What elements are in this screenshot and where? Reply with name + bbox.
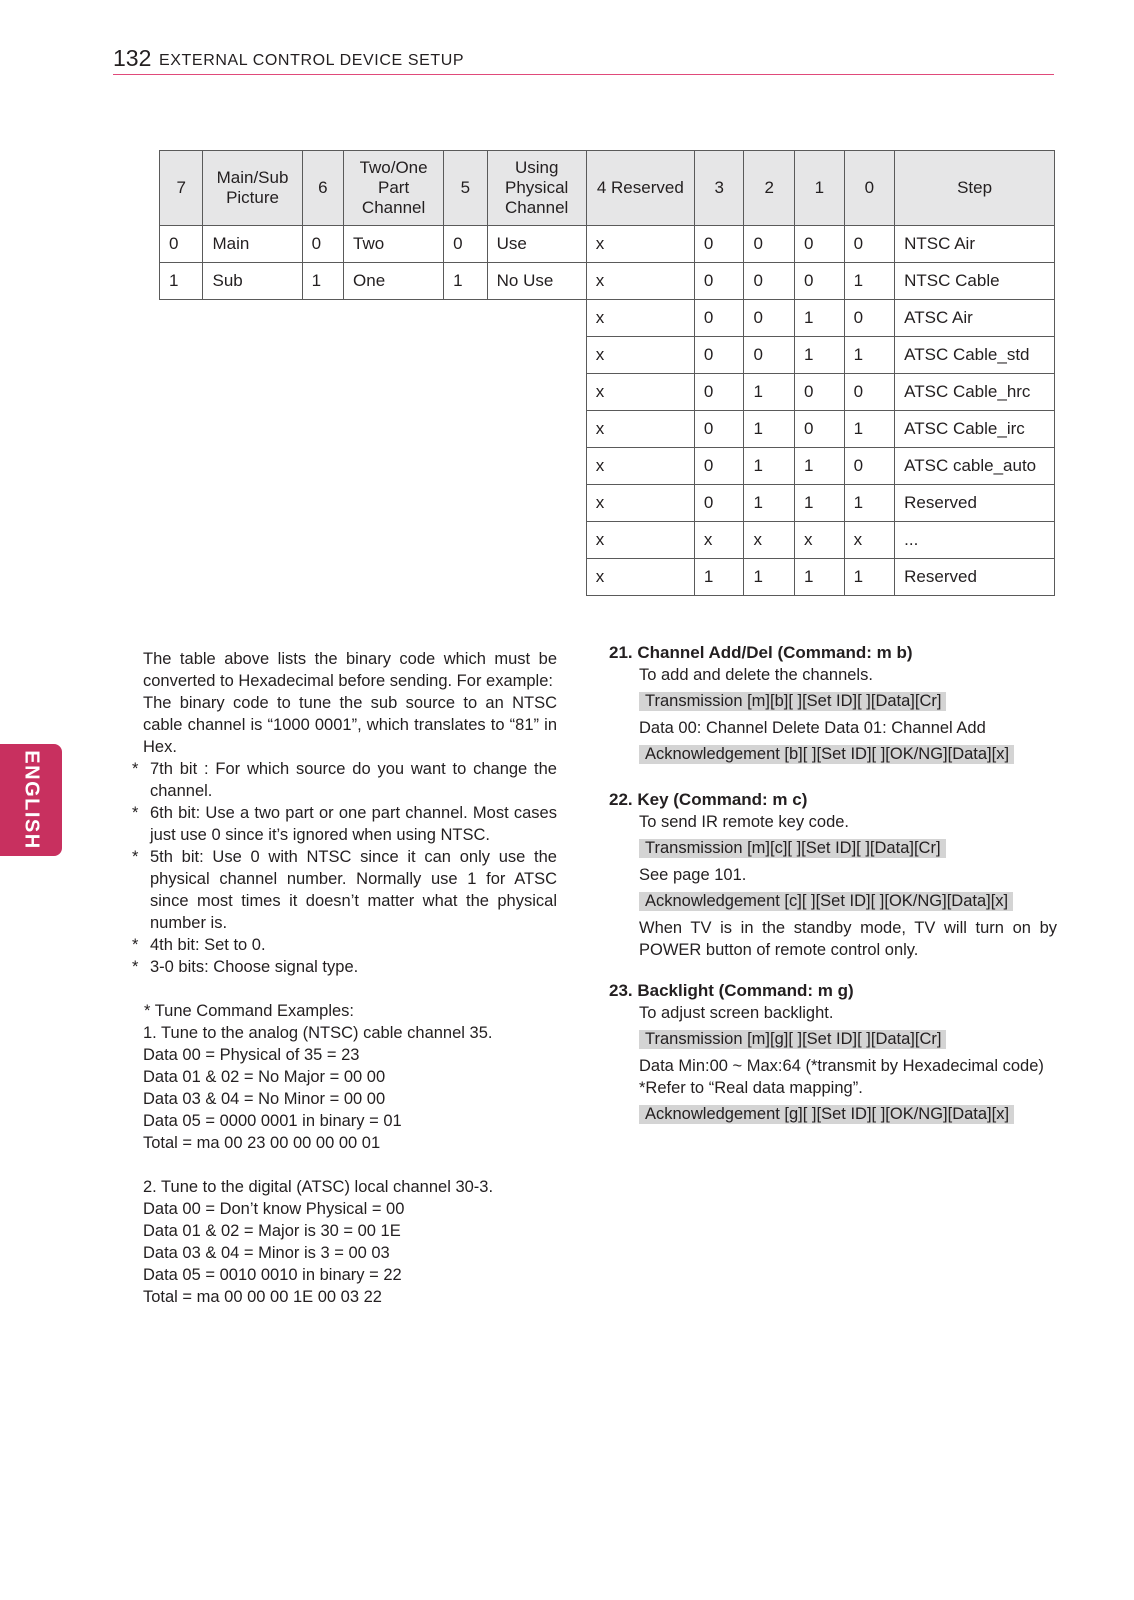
- bit-table: [159, 150, 1055, 596]
- bit-note: * 7th bit : For which source do you want to change the channel.: [132, 760, 557, 800]
- table-cell: 0: [844, 374, 895, 411]
- table-cell: 1: [795, 448, 845, 485]
- empty-cell: [160, 485, 203, 522]
- empty-cell: [444, 448, 487, 485]
- example-line: Data 03 & 04 = No Minor = 00 00: [143, 1090, 386, 1108]
- table-row: [160, 559, 1055, 596]
- command-21: [609, 642, 1057, 770]
- empty-cell: [203, 411, 302, 448]
- empty-cell: [203, 448, 302, 485]
- examples-title: * Tune Command Examples:: [144, 1002, 355, 1020]
- command-22-note: When TV is in the standby mode, TV will turn on by POWER button of remote control only.: [639, 919, 1057, 959]
- table-cell: 1: [744, 374, 795, 411]
- table-cell: 1: [444, 263, 487, 300]
- command-22-title: 22. Key (Command: m c): [609, 790, 808, 809]
- example-line: Total = ma 00 00 00 1E 00 03 22: [143, 1288, 382, 1306]
- intro-paragraph-2: The binary code to tune the sub source to an NTSC cable channel is “1000 0001”, which translates to “81” in Hex.: [143, 694, 557, 756]
- table-header-cell: 4 Reserved: [586, 151, 694, 226]
- table-row: [160, 448, 1055, 485]
- empty-cell: [487, 411, 586, 448]
- empty-cell: [203, 300, 302, 337]
- empty-cell: [444, 485, 487, 522]
- table-cell: 1: [795, 485, 845, 522]
- table-cell: 1: [795, 337, 845, 374]
- table-header-cell: 6: [302, 151, 343, 226]
- table-cell: 0: [160, 226, 203, 263]
- table-cell: x: [586, 448, 694, 485]
- table-row: [160, 411, 1055, 448]
- table-cell: 0: [744, 300, 795, 337]
- table-cell: ATSC Cable_hrc: [895, 374, 1055, 411]
- table-cell: 0: [694, 374, 744, 411]
- table-cell: 1: [302, 263, 343, 300]
- command-21-title: 21. Channel Add/Del (Command: m b): [609, 643, 913, 662]
- table-cell: 0: [694, 263, 744, 300]
- table-cell: Reserved: [895, 485, 1055, 522]
- example-2: [143, 1176, 557, 1308]
- table-cell: Main: [203, 226, 302, 263]
- table-cell: 0: [694, 411, 744, 448]
- table-header-cell: 1: [795, 151, 845, 226]
- bit-note: * 6th bit: Use a two part or one part channel. Most cases just use 0 since it’s ignored when using NTSC.: [132, 804, 557, 844]
- empty-cell: [487, 559, 586, 596]
- bit-note: * 4th bit: Set to 0.: [132, 936, 266, 954]
- example-line: Data 05 = 0000 0001 in binary = 01: [143, 1112, 402, 1130]
- example-line: Data 05 = 0010 0010 in binary = 22: [143, 1266, 402, 1284]
- empty-cell: [487, 448, 586, 485]
- table-header-cell: Step: [895, 151, 1055, 226]
- table-cell: 0: [694, 226, 744, 263]
- table-cell: 0: [744, 337, 795, 374]
- empty-cell: [487, 337, 586, 374]
- table-cell: 1: [844, 559, 895, 596]
- command-22: [609, 789, 1057, 961]
- table-cell: NTSC Air: [895, 226, 1055, 263]
- empty-cell: [302, 522, 343, 559]
- table-cell: ...: [895, 522, 1055, 559]
- table-cell: ATSC Cable_std: [895, 337, 1055, 374]
- table-cell: 0: [444, 226, 487, 263]
- table-cell: 1: [160, 263, 203, 300]
- table-row: [160, 522, 1055, 559]
- table-cell: ATSC cable_auto: [895, 448, 1055, 485]
- table-cell: 1: [744, 411, 795, 448]
- table-cell: x: [586, 374, 694, 411]
- right-column: [609, 642, 1057, 1149]
- example-line: Data 00 = Physical of 35 = 23: [143, 1046, 360, 1064]
- empty-cell: [302, 448, 343, 485]
- table-cell: 1: [844, 485, 895, 522]
- table-cell: NTSC Cable: [895, 263, 1055, 300]
- example-line: Data 01 & 02 = No Major = 00 00: [143, 1068, 386, 1086]
- page-header: [113, 44, 1054, 75]
- empty-cell: [444, 559, 487, 596]
- bit-note: * 5th bit: Use 0 with NTSC since it can only use the physical channel number. Normally use 1 for ATSC since most times it doesn’t matter what the physical number is.: [132, 848, 557, 932]
- table-cell: x: [586, 263, 694, 300]
- table-row: [160, 226, 1055, 263]
- empty-cell: [160, 411, 203, 448]
- empty-cell: [444, 300, 487, 337]
- empty-cell: [344, 300, 444, 337]
- empty-cell: [344, 374, 444, 411]
- empty-cell: [487, 485, 586, 522]
- table-cell: 0: [795, 226, 845, 263]
- intro-paragraph-1: The table above lists the binary code which must be converted to Hexadecimal before sending. For example:: [143, 650, 557, 690]
- empty-cell: [487, 522, 586, 559]
- command-22-desc: To send IR remote key code.: [639, 813, 850, 831]
- table-cell: 1: [844, 337, 895, 374]
- command-23-ack: Acknowledgement [g][ ][Set ID][ ][OK/NG][Data][x]: [639, 1105, 1014, 1124]
- example-line: 1. Tune to the analog (NTSC) cable channel 35.: [143, 1024, 493, 1042]
- table-header-cell: 7: [160, 151, 203, 226]
- table-cell: 0: [694, 485, 744, 522]
- table-cell: 0: [694, 300, 744, 337]
- empty-cell: [302, 559, 343, 596]
- empty-cell: [344, 522, 444, 559]
- table-cell: x: [844, 522, 895, 559]
- table-cell: 1: [844, 411, 895, 448]
- table-cell: 1: [844, 263, 895, 300]
- table-cell: ATSC Air: [895, 300, 1055, 337]
- example-line: Data 00 = Don’t know Physical = 00: [143, 1200, 405, 1218]
- table-cell: 0: [795, 411, 845, 448]
- command-22-ack: Acknowledgement [c][ ][Set ID][ ][OK/NG][Data][x]: [639, 892, 1013, 911]
- empty-cell: [444, 411, 487, 448]
- table-row: [160, 485, 1055, 522]
- table-cell: 0: [302, 226, 343, 263]
- empty-cell: [160, 522, 203, 559]
- empty-cell: [203, 522, 302, 559]
- language-tab-label: ENGLISH: [20, 750, 43, 850]
- table-cell: 0: [694, 448, 744, 485]
- left-column: [132, 648, 557, 1308]
- command-21-desc: To add and delete the channels.: [639, 666, 873, 684]
- empty-cell: [344, 411, 444, 448]
- command-21-data: Data 00: Channel Delete Data 01: Channel Add: [639, 719, 986, 737]
- empty-cell: [203, 485, 302, 522]
- table-cell: 1: [744, 448, 795, 485]
- table-cell: x: [586, 522, 694, 559]
- empty-cell: [444, 522, 487, 559]
- table-cell: x: [586, 300, 694, 337]
- table-cell: x: [586, 485, 694, 522]
- empty-cell: [203, 374, 302, 411]
- language-tab: [0, 744, 62, 856]
- table-cell: ATSC Cable_irc: [895, 411, 1055, 448]
- empty-cell: [160, 374, 203, 411]
- empty-cell: [487, 374, 586, 411]
- empty-cell: [344, 485, 444, 522]
- empty-cell: [160, 559, 203, 596]
- example-line: Data 01 & 02 = Major is 30 = 00 1E: [143, 1222, 401, 1240]
- table-cell: x: [795, 522, 845, 559]
- table-header-cell: Main/Sub Picture: [203, 151, 302, 226]
- empty-cell: [444, 374, 487, 411]
- table-cell: x: [694, 522, 744, 559]
- page-number: 132: [113, 45, 152, 71]
- table-cell: x: [586, 337, 694, 374]
- bit-note: * 3-0 bits: Choose signal type.: [132, 958, 359, 976]
- table-cell: 0: [744, 226, 795, 263]
- table-cell: Use: [487, 226, 586, 263]
- table-cell: 1: [744, 559, 795, 596]
- table-cell: 1: [694, 559, 744, 596]
- empty-cell: [160, 337, 203, 374]
- table-cell: 0: [795, 263, 845, 300]
- example-line: Data 03 & 04 = Minor is 3 = 00 03: [143, 1244, 390, 1262]
- empty-cell: [203, 559, 302, 596]
- table-row: [160, 263, 1055, 300]
- empty-cell: [487, 300, 586, 337]
- table-cell: No Use: [487, 263, 586, 300]
- empty-cell: [344, 337, 444, 374]
- table-cell: 0: [844, 448, 895, 485]
- command-23-ref: *Refer to “Real data mapping”.: [639, 1079, 863, 1097]
- table-cell: Sub: [203, 263, 302, 300]
- empty-cell: [344, 559, 444, 596]
- empty-cell: [302, 337, 343, 374]
- table-cell: 0: [795, 374, 845, 411]
- bit-notes: [132, 758, 557, 978]
- command-23-title: 23. Backlight (Command: m g): [609, 981, 854, 1000]
- table-cell: x: [586, 226, 694, 263]
- empty-cell: [302, 485, 343, 522]
- section-title: EXTERNAL CONTROL DEVICE SETUP: [159, 52, 465, 69]
- empty-cell: [160, 448, 203, 485]
- command-21-transmission: Transmission [m][b][ ][Set ID][ ][Data][Cr]: [639, 692, 946, 711]
- table-header-cell: Two/One Part Channel: [344, 151, 444, 226]
- example-line: Total = ma 00 23 00 00 00 00 01: [143, 1134, 381, 1152]
- table-cell: x: [586, 411, 694, 448]
- table-cell: 0: [844, 300, 895, 337]
- table-header-cell: Using Physical Channel: [487, 151, 586, 226]
- command-22-data: See page 101.: [639, 866, 747, 884]
- example-line: 2. Tune to the digital (ATSC) local channel 30-3.: [143, 1178, 494, 1196]
- table-header-row: [160, 151, 1055, 226]
- table-header-cell: 0: [844, 151, 895, 226]
- table-cell: x: [586, 559, 694, 596]
- table-cell: 0: [744, 263, 795, 300]
- command-23-desc: To adjust screen backlight.: [639, 1004, 834, 1022]
- table-cell: Two: [344, 226, 444, 263]
- table-cell: 1: [744, 485, 795, 522]
- table-cell: One: [344, 263, 444, 300]
- empty-cell: [203, 337, 302, 374]
- table-header-cell: 5: [444, 151, 487, 226]
- empty-cell: [302, 411, 343, 448]
- table-row: [160, 300, 1055, 337]
- command-23: [609, 980, 1057, 1130]
- example-1: [143, 1022, 557, 1154]
- table-cell: 1: [795, 300, 845, 337]
- table-row: [160, 374, 1055, 411]
- table-cell: Reserved: [895, 559, 1055, 596]
- table-row: [160, 337, 1055, 374]
- command-23-data: Data Min:00 ~ Max:64 (*transmit by Hexadecimal code): [639, 1057, 1044, 1075]
- command-23-transmission: Transmission [m][g][ ][Set ID][ ][Data][Cr]: [639, 1030, 946, 1049]
- command-21-ack: Acknowledgement [b][ ][Set ID][ ][OK/NG][Data][x]: [639, 745, 1014, 764]
- command-22-transmission: Transmission [m][c][ ][Set ID][ ][Data][Cr]: [639, 839, 946, 858]
- empty-cell: [444, 337, 487, 374]
- table-cell: x: [744, 522, 795, 559]
- empty-cell: [160, 300, 203, 337]
- table-header-cell: 3: [694, 151, 744, 226]
- empty-cell: [302, 300, 343, 337]
- table-cell: 0: [694, 337, 744, 374]
- table-cell: 1: [795, 559, 845, 596]
- empty-cell: [302, 374, 343, 411]
- empty-cell: [344, 448, 444, 485]
- table-cell: 0: [844, 226, 895, 263]
- table-header-cell: 2: [744, 151, 795, 226]
